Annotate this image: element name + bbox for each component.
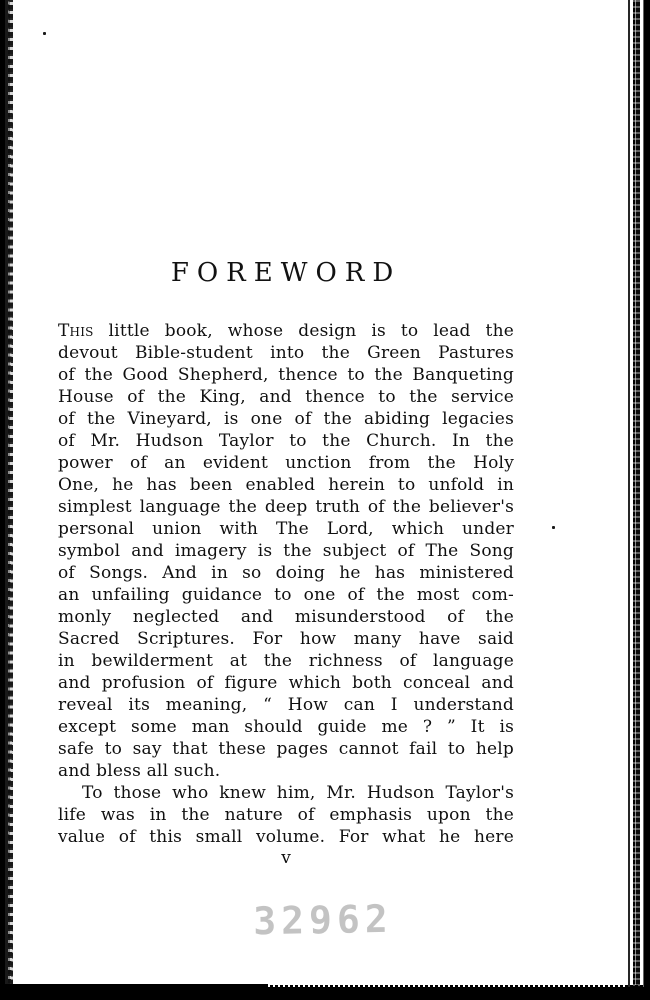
accession-stamp: 32962 (252, 896, 394, 944)
text-line: symbol and imagery is the subject of The Song (58, 541, 514, 561)
text-line: To those who knew him, Mr. Hudson Taylor's (82, 783, 514, 803)
text-line: value of this small volume. For what he here (58, 827, 514, 847)
text-line: House of the King, and thence to the service (58, 387, 514, 407)
text-line: of the Good Shepherd, thence to the Banqueting (58, 365, 514, 385)
page-title: FOREWORD (170, 258, 402, 288)
scan-speck (43, 32, 46, 35)
scan-left-edge-artifact (0, 0, 14, 990)
text-line: reveal its meaning, “ How can I understand (58, 695, 514, 715)
paragraph (58, 320, 514, 782)
text-line: of Mr. Hudson Taylor to the Church. In the (58, 431, 514, 451)
text-line: simplest language the deep truth of the believer's (58, 497, 514, 517)
small-caps-lead-word: This (58, 321, 94, 341)
text-line: life was in the nature of emphasis upon the (58, 805, 514, 825)
text-line: power of an evident unction from the Holy (58, 453, 514, 473)
text-line: in bewilderment at the richness of language (58, 651, 514, 671)
foreword-body (58, 320, 514, 848)
text-line: devout Bible-student into the Green Pastures (58, 343, 514, 363)
scan-right-edge-artifact (627, 0, 650, 1000)
text-line: and profusion of figure which both conceal and (58, 673, 514, 693)
page-number: v (281, 848, 291, 868)
text-line: personal union with The Lord, which under (58, 519, 514, 539)
text-line: One, he has been enabled herein to unfold in (58, 475, 514, 495)
text-line: and bless all such. (58, 761, 221, 781)
text-line: except some man should guide me ? ” It is (58, 717, 514, 737)
text-line: of Songs. And in so doing he has ministered (58, 563, 514, 583)
scan-bottom-bar-artifact (0, 987, 650, 1000)
text-line: This little book, whose design is to lead the (58, 321, 514, 341)
paragraph (58, 782, 514, 848)
text-line: an unfailing guidance to one of the most com- (58, 585, 514, 605)
text-line: monly neglected and misunderstood of the (58, 607, 514, 627)
text-line: Sacred Scriptures. For how many have said (58, 629, 514, 649)
scan-speck (552, 526, 555, 529)
text-line: of the Vineyard, is one of the abiding legacies (58, 409, 514, 429)
text-line: safe to say that these pages cannot fail to help (58, 739, 514, 759)
